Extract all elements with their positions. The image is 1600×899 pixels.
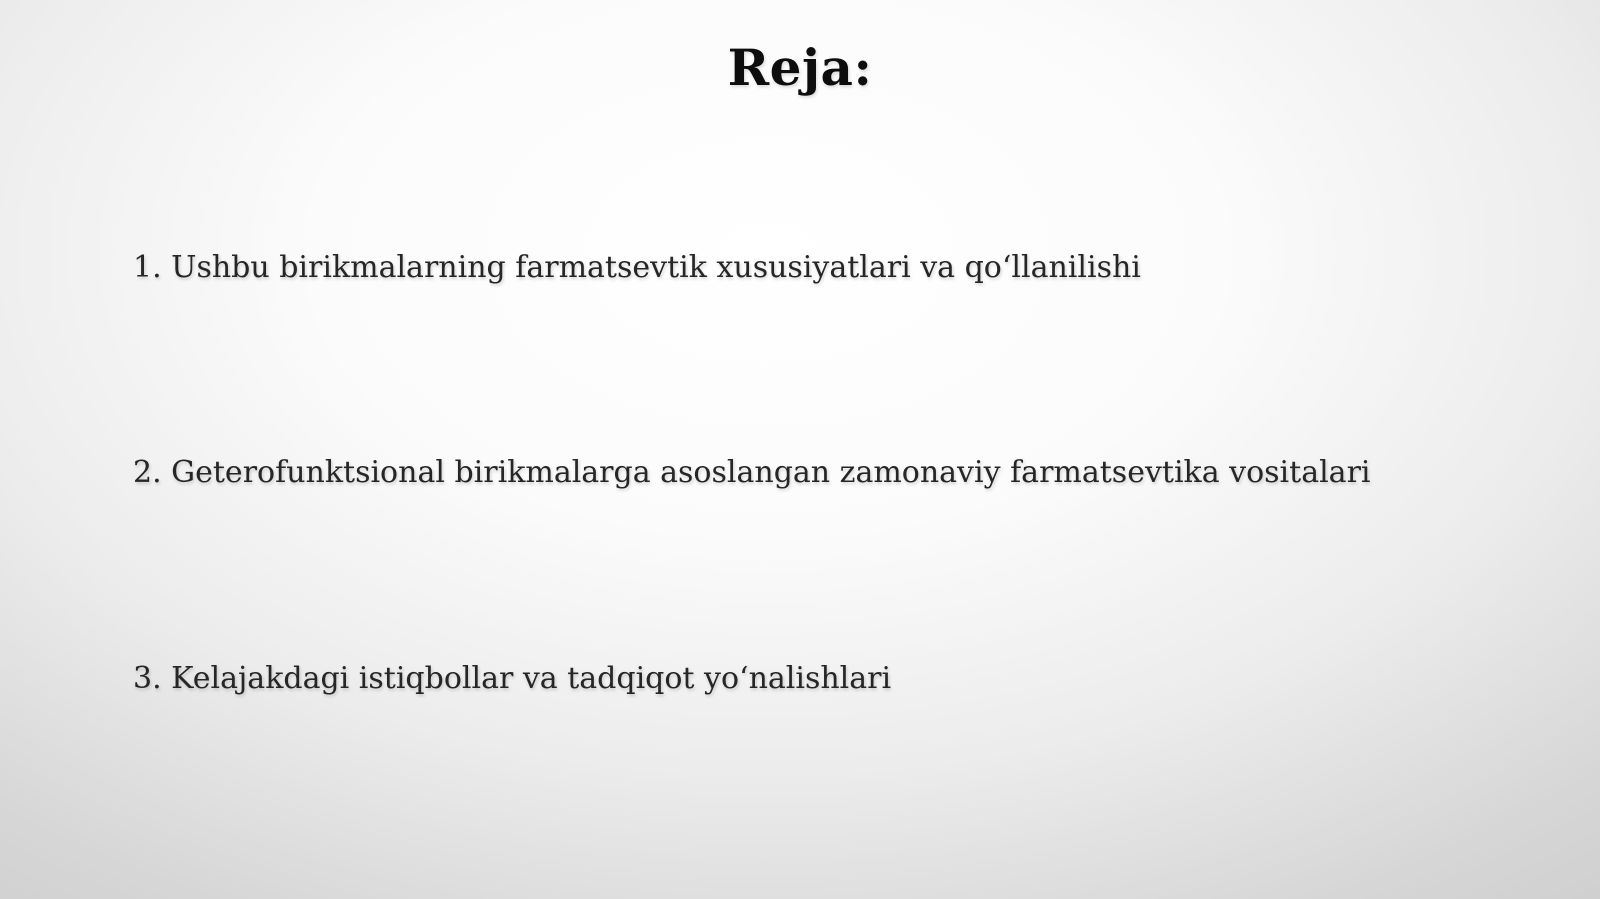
plan-item-2: 2. Geterofunktsional birikmalarga asoslangan zamonaviy farmatsevtika vositalari [133,455,1371,490]
plan-item-3: 3. Kelajakdagi istiqbollar va tadqiqot yo‘nalishlari [133,661,892,696]
slide-title: Reja: [727,38,873,97]
plan-item-1: 1. Ushbu birikmalarning farmatsevtik xususiyatlari va qo‘llanilishi [133,250,1141,285]
